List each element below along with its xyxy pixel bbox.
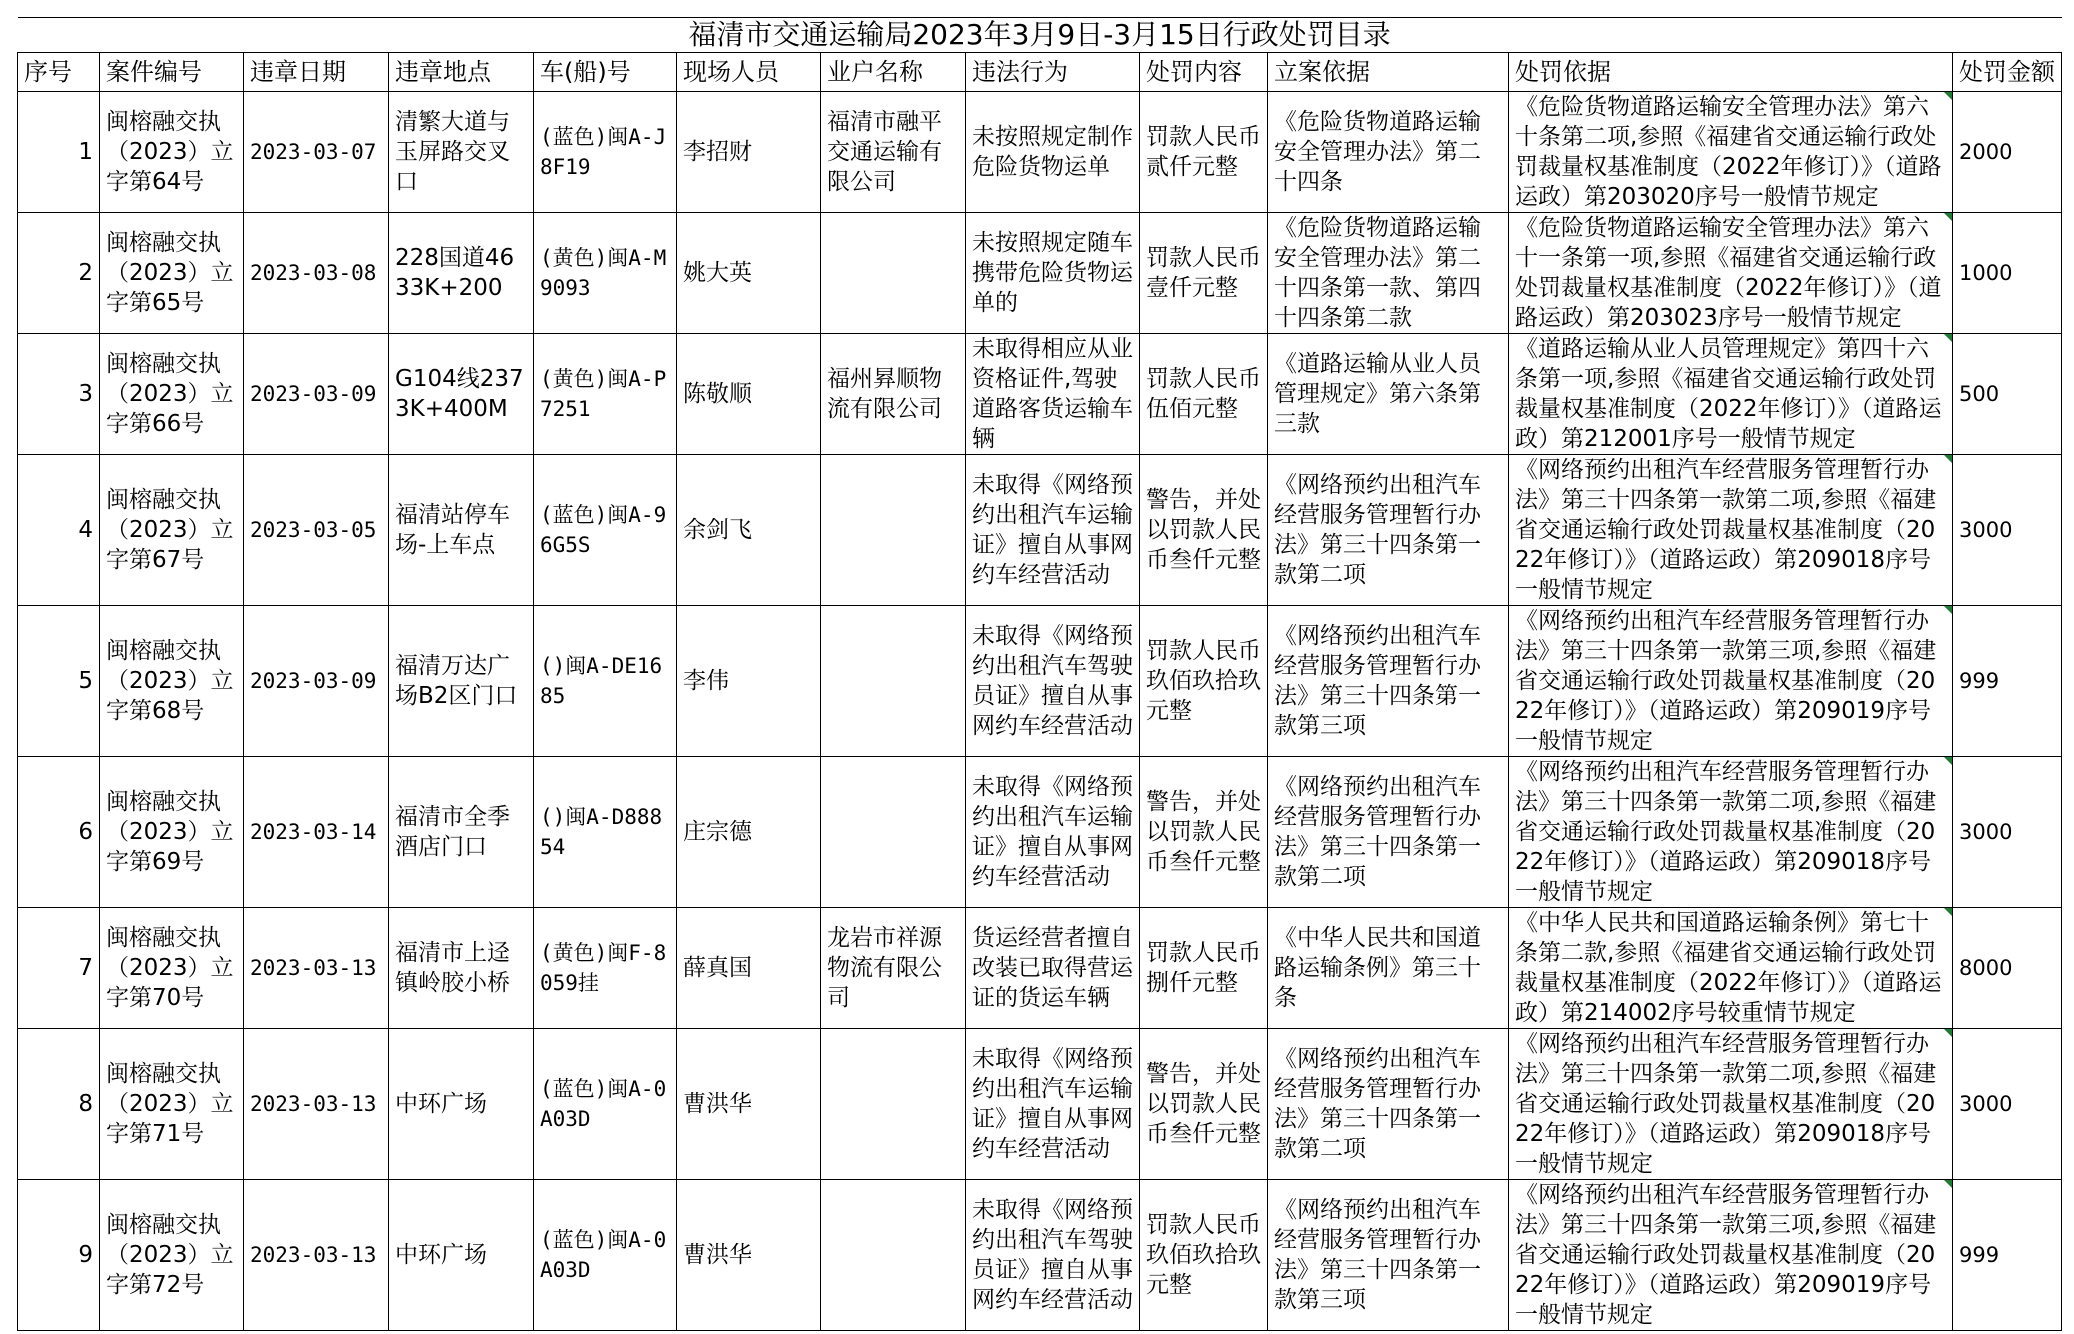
cell-filing-basis: 《网络预约出租汽车经营服务管理暂行办法》第三十四条第一款第二项: [1268, 1029, 1509, 1180]
cell-penalty: 罚款人民币玖佰玖拾玖元整: [1140, 606, 1268, 757]
cell-penalty-basis: 《中华人民共和国道路运输条例》第七十条第二款,参照《福建省交通运输行政处罚裁量权基准制度（2022年修订）》（道路运政）第214002序号较重情节规定: [1509, 908, 1953, 1029]
cell-officer: 陈敬顺: [677, 334, 821, 455]
cell-filing-basis: 《危险货物道路运输安全管理办法》第二十四条: [1268, 92, 1509, 213]
cell-amount: 500: [1953, 334, 2062, 455]
cell-location: 中环广场: [389, 1029, 534, 1180]
cell-case-number: 闽榕融交执（2023）立字第68号: [100, 606, 244, 757]
cell-location: 中环广场: [389, 1180, 534, 1331]
table-row: [18, 455, 2062, 606]
cell-amount: 999: [1953, 1180, 2062, 1331]
cell-vehicle-plate: (黄色)闽F-8059挂: [534, 908, 677, 1029]
cell-case-number: 闽榕融交执（2023）立字第65号: [100, 213, 244, 334]
cell-case-number: 闽榕融交执（2023）立字第69号: [100, 757, 244, 908]
cell-penalty: 罚款人民币捌仟元整: [1140, 908, 1268, 1029]
cell-company: [821, 1029, 966, 1180]
header-index: 序号: [18, 53, 100, 92]
table-row: [18, 606, 2062, 757]
table-row: [18, 908, 2062, 1029]
cell-row-index: 4: [18, 455, 100, 606]
cell-violation: 未取得《网络预约出租汽车运输证》擅自从事网约车经营活动: [966, 757, 1140, 908]
cell-row-index: 8: [18, 1029, 100, 1180]
cell-penalty: 罚款人民币贰仟元整: [1140, 92, 1268, 213]
cell-case-number: 闽榕融交执（2023）立字第67号: [100, 455, 244, 606]
cell-penalty-basis: 《网络预约出租汽车经营服务管理暂行办法》第三十四条第一款第三项,参照《福建省交通运输行政处罚裁量权基准制度（2022年修订）》（道路运政）第209019序号一般情节规定: [1509, 606, 1953, 757]
cell-location: 福清万达广场B2区门口: [389, 606, 534, 757]
cell-amount: 1000: [1953, 213, 2062, 334]
cell-row-index: 3: [18, 334, 100, 455]
cell-amount: 3000: [1953, 455, 2062, 606]
cell-violation: 未取得相应从业资格证件,驾驶道路客货运输车辆: [966, 334, 1140, 455]
cell-penalty: 罚款人民币玖佰玖拾玖元整: [1140, 1180, 1268, 1331]
cell-violation-date: 2023-03-13: [244, 908, 389, 1029]
cell-penalty-basis: 《网络预约出租汽车经营服务管理暂行办法》第三十四条第一款第二项,参照《福建省交通运输行政处罚裁量权基准制度（2022年修订）》（道路运政）第209018序号一般情节规定: [1509, 1029, 1953, 1180]
cell-filing-basis: 《网络预约出租汽车经营服务管理暂行办法》第三十四条第一款第三项: [1268, 1180, 1509, 1331]
cell-vehicle-plate: (蓝色)闽A-0A03D: [534, 1180, 677, 1331]
table-row: [18, 334, 2062, 455]
cell-vehicle-plate: (蓝色)闽A-J8F19: [534, 92, 677, 213]
cell-company: 龙岩市祥源物流有限公司: [821, 908, 966, 1029]
cell-location: 清繁大道与玉屏路交叉口: [389, 92, 534, 213]
cell-vehicle-plate: (蓝色)闽A-96G5S: [534, 455, 677, 606]
cell-penalty-basis: 《危险货物道路运输安全管理办法》第六十条第二项,参照《福建省交通运输行政处罚裁量权基准制度（2022年修订）》（道路运政）第203020序号一般情节规定: [1509, 92, 1953, 213]
cell-amount: 3000: [1953, 1029, 2062, 1180]
cell-violation-date: 2023-03-14: [244, 757, 389, 908]
penalty-table: [17, 17, 2062, 1331]
cell-company: [821, 455, 966, 606]
cell-company: [821, 1180, 966, 1331]
cell-location: G104线2373K+400M: [389, 334, 534, 455]
cell-row-index: 9: [18, 1180, 100, 1331]
cell-penalty: 罚款人民币伍佰元整: [1140, 334, 1268, 455]
cell-row-index: 2: [18, 213, 100, 334]
table-row: [18, 757, 2062, 908]
table-row: [18, 92, 2062, 213]
cell-location: 福清站停车场-上车点: [389, 455, 534, 606]
cell-violation-date: 2023-03-13: [244, 1029, 389, 1180]
cell-company: [821, 213, 966, 334]
cell-vehicle-plate: (黄色)闽A-P7251: [534, 334, 677, 455]
cell-officer: 曹洪华: [677, 1180, 821, 1331]
cell-company: 福清市融平交通运输有限公司: [821, 92, 966, 213]
cell-amount: 2000: [1953, 92, 2062, 213]
cell-penalty: 警告，并处以罚款人民币叁仟元整: [1140, 455, 1268, 606]
header-vehicle: 车(船)号: [534, 53, 677, 92]
cell-row-index: 6: [18, 757, 100, 908]
cell-amount: 8000: [1953, 908, 2062, 1029]
cell-row-index: 1: [18, 92, 100, 213]
cell-officer: 姚大英: [677, 213, 821, 334]
cell-violation-date: 2023-03-09: [244, 606, 389, 757]
cell-violation-date: 2023-03-07: [244, 92, 389, 213]
cell-violation: 未取得《网络预约出租汽车运输证》擅自从事网约车经营活动: [966, 455, 1140, 606]
cell-penalty: 罚款人民币壹仟元整: [1140, 213, 1268, 334]
cell-penalty-basis: 《危险货物道路运输安全管理办法》第六十一条第一项,参照《福建省交通运输行政处罚裁量权基准制度（2022年修订）》（道路运政）第203023序号一般情节规定: [1509, 213, 1953, 334]
cell-officer: 李招财: [677, 92, 821, 213]
cell-violation: 未按照规定制作危险货物运单: [966, 92, 1140, 213]
cell-case-number: 闽榕融交执（2023）立字第72号: [100, 1180, 244, 1331]
cell-case-number: 闽榕融交执（2023）立字第64号: [100, 92, 244, 213]
cell-vehicle-plate: (蓝色)闽A-0A03D: [534, 1029, 677, 1180]
cell-amount: 999: [1953, 606, 2062, 757]
header-violation: 违法行为: [966, 53, 1140, 92]
header-officer: 现场人员: [677, 53, 821, 92]
cell-company: 福州昪顺物流有限公司: [821, 334, 966, 455]
cell-violation: 未取得《网络预约出租汽车驾驶员证》擅自从事网约车经营活动: [966, 1180, 1140, 1331]
cell-location: 福清市全季酒店门口: [389, 757, 534, 908]
cell-case-number: 闽榕融交执（2023）立字第66号: [100, 334, 244, 455]
cell-filing-basis: 《危险货物道路运输安全管理办法》第二十四条第一款、第四十四条第二款: [1268, 213, 1509, 334]
cell-penalty-basis: 《网络预约出租汽车经营服务管理暂行办法》第三十四条第一款第三项,参照《福建省交通运输行政处罚裁量权基准制度（2022年修订）》（道路运政）第209019序号一般情节规定: [1509, 1180, 1953, 1331]
cell-penalty-basis: 《网络预约出租汽车经营服务管理暂行办法》第三十四条第一款第二项,参照《福建省交通运输行政处罚裁量权基准制度（2022年修订）》（道路运政）第209018序号一般情节规定: [1509, 757, 1953, 908]
header-penalty: 处罚内容: [1140, 53, 1268, 92]
table-row: [18, 1180, 2062, 1331]
table-title: 福清市交通运输局2023年3月9日-3月15日行政处罚目录: [18, 18, 2062, 53]
cell-officer: 余剑飞: [677, 455, 821, 606]
cell-filing-basis: 《中华人民共和国道路运输条例》第三十条: [1268, 908, 1509, 1029]
cell-location: 228国道4633K+200: [389, 213, 534, 334]
cell-vehicle-plate: ()闽A-DE1685: [534, 606, 677, 757]
table-row: [18, 1029, 2062, 1180]
cell-vehicle-plate: (黄色)闽A-M9093: [534, 213, 677, 334]
cell-officer: 薛真国: [677, 908, 821, 1029]
cell-filing-basis: 《网络预约出租汽车经营服务管理暂行办法》第三十四条第一款第三项: [1268, 606, 1509, 757]
header-row: [18, 53, 2062, 92]
cell-filing-basis: 《道路运输从业人员管理规定》第六条第三款: [1268, 334, 1509, 455]
cell-violation-date: 2023-03-13: [244, 1180, 389, 1331]
cell-penalty: 警告，并处以罚款人民币叁仟元整: [1140, 757, 1268, 908]
cell-officer: 李伟: [677, 606, 821, 757]
header-amount: 处罚金额: [1953, 53, 2062, 92]
cell-row-index: 7: [18, 908, 100, 1029]
cell-violation: 未取得《网络预约出租汽车驾驶员证》擅自从事网约车经营活动: [966, 606, 1140, 757]
cell-officer: 庄宗德: [677, 757, 821, 908]
cell-penalty: 警告，并处以罚款人民币叁仟元整: [1140, 1029, 1268, 1180]
cell-amount: 3000: [1953, 757, 2062, 908]
header-case-number: 案件编号: [100, 53, 244, 92]
cell-case-number: 闽榕融交执（2023）立字第71号: [100, 1029, 244, 1180]
cell-violation: 未取得《网络预约出租汽车运输证》擅自从事网约车经营活动: [966, 1029, 1140, 1180]
cell-filing-basis: 《网络预约出租汽车经营服务管理暂行办法》第三十四条第一款第二项: [1268, 455, 1509, 606]
cell-case-number: 闽榕融交执（2023）立字第70号: [100, 908, 244, 1029]
cell-row-index: 5: [18, 606, 100, 757]
header-penalty-basis: 处罚依据: [1509, 53, 1953, 92]
cell-violation-date: 2023-03-05: [244, 455, 389, 606]
cell-violation: 货运经营者擅自改装已取得营运证的货运车辆: [966, 908, 1140, 1029]
cell-company: [821, 606, 966, 757]
table-row: [18, 213, 2062, 334]
cell-penalty-basis: 《道路运输从业人员管理规定》第四十六条第一项,参照《福建省交通运输行政处罚裁量权基准制度（2022年修订）》（道路运政）第212001序号一般情节规定: [1509, 334, 1953, 455]
cell-penalty-basis: 《网络预约出租汽车经营服务管理暂行办法》第三十四条第一款第二项,参照《福建省交通运输行政处罚裁量权基准制度（2022年修订）》（道路运政）第209018序号一般情节规定: [1509, 455, 1953, 606]
header-filing-basis: 立案依据: [1268, 53, 1509, 92]
cell-violation: 未按照规定随车携带危险货物运单的: [966, 213, 1140, 334]
cell-filing-basis: 《网络预约出租汽车经营服务管理暂行办法》第三十四条第一款第二项: [1268, 757, 1509, 908]
cell-violation-date: 2023-03-08: [244, 213, 389, 334]
cell-violation-date: 2023-03-09: [244, 334, 389, 455]
cell-vehicle-plate: ()闽A-D88854: [534, 757, 677, 908]
header-company: 业户名称: [821, 53, 966, 92]
header-date: 违章日期: [244, 53, 389, 92]
cell-officer: 曹洪华: [677, 1029, 821, 1180]
header-location: 违章地点: [389, 53, 534, 92]
cell-location: 福清市上迳镇岭胶小桥: [389, 908, 534, 1029]
cell-company: [821, 757, 966, 908]
